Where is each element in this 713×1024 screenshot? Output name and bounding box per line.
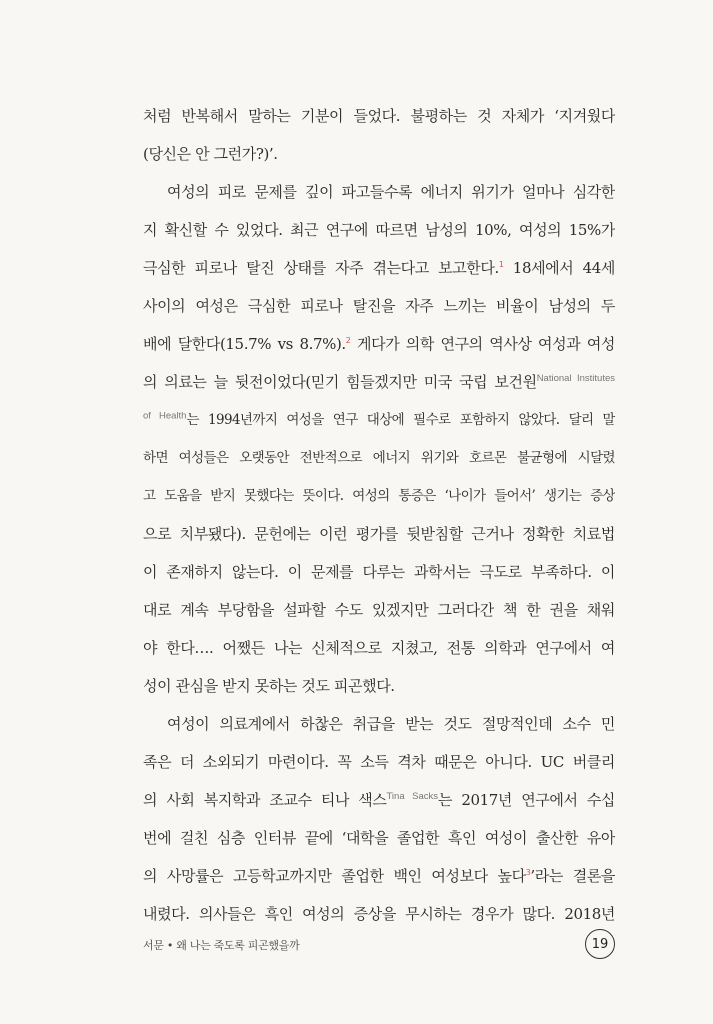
text-line: 대로 계속 부당함을 설파할 수도 있겠지만 그러다간 책 한 권을 채워 [143,601,615,619]
text-line: 하면 여성들은 오랫동안 전반적으로 에너지 위기와 호르몬 불균형에 시달렸 [143,450,615,466]
text-line: 극심한 피로나 탈진 상태를 자주 겪는다고 보고한다.$^1$ 18세에서 44세 [143,259,615,277]
text-line: 처럼 반복해서 말하는 기분이 들었다. 불평하는 것 자체가 ‘지겨웠다 [143,107,615,125]
page-number: 19 [585,929,615,959]
paragraph-start-line: 여성이 의료계에서 하찮은 취급을 받는 것도 절망적인데 소수 민 [167,715,615,733]
text-line: 의 사회 복지학과 조교수 티나 색스$^{Tina Sacks}$는 2017년 연구에서 수십 [143,791,615,809]
text-line: 성이 관심을 받지 못하는 것도 피곤했다. [143,677,395,695]
footnote-marker: 2 [345,336,351,345]
body-text [143,97,615,933]
text-line: 야 한다…. 어쨌든 나는 신체적으로 지쳤고, 전통 의학과 연구에서 여 [143,639,615,657]
paragraph-start-line: 여성의 피로 문제를 깊이 파고들수록 에너지 위기가 얼마나 심각한 [167,183,615,201]
english-gloss: National Institutes [536,373,615,384]
text-line: 의 사망률은 고등학교까지만 졸업한 백인 여성보다 높다$^3$’라는 결론을 [143,867,615,885]
text-line: 번에 걸친 심층 인터뷰 끝에 ‘대학을 졸업한 흑인 여성이 출산한 유아 [143,829,615,847]
text-line: 으로 치부됐다). 문헌에는 이런 평가를 뒷받침할 근거나 정확한 치료법 [143,525,615,543]
text-line: (당신은 안 그런가?)’. [143,145,278,163]
text-line: 내렸다. 의사들은 흑인 여성의 증상을 무시하는 경우가 많다. 2018년 [143,905,615,923]
footnote-marker: 1 [498,260,504,269]
page-footer [143,932,615,960]
text-line: 배에 달한다(15.7% vs 8.7%).$^2$ 게다가 의학 연구의 역사상 여성과 여성 [143,335,615,353]
text-line: 이 존재하지 않는다. 이 문제를 다루는 과학서는 극도로 부족하다. 이 [143,563,615,581]
footnote-marker: 3 [525,868,531,877]
running-footer-title: 서문 • 왜 나는 죽도록 피곤했을까 [143,939,300,952]
text-line: $^{of Health}$는 1994년까지 여성을 연구 대상에 필수로 포함하지 않았다. 달리 말 [143,410,615,428]
text-line: 의 의료는 늘 뒷전이었다(믿기 힘들겠지만 미국 국립 보건원$^{National Institutes}$ [143,373,615,391]
text-line: 족은 더 소외되기 마련이다. 꼭 소득 격차 때문은 아니다. UC 버클리 [143,753,615,771]
text-line: 고 도움을 받지 못했다는 뜻이다. 여성의 통증은 ‘나이가 들어서’ 생기는 증상 [143,488,615,504]
text-line: 지 확신할 수 있었다. 최근 연구에 따르면 남성의 10%, 여성의 15%가 [143,221,615,239]
english-gloss: of Health [143,410,187,422]
text-line: 사이의 여성은 극심한 피로나 탈진을 자주 느끼는 비율이 남성의 두 [143,297,615,315]
english-gloss: Tina Sacks [386,791,438,802]
